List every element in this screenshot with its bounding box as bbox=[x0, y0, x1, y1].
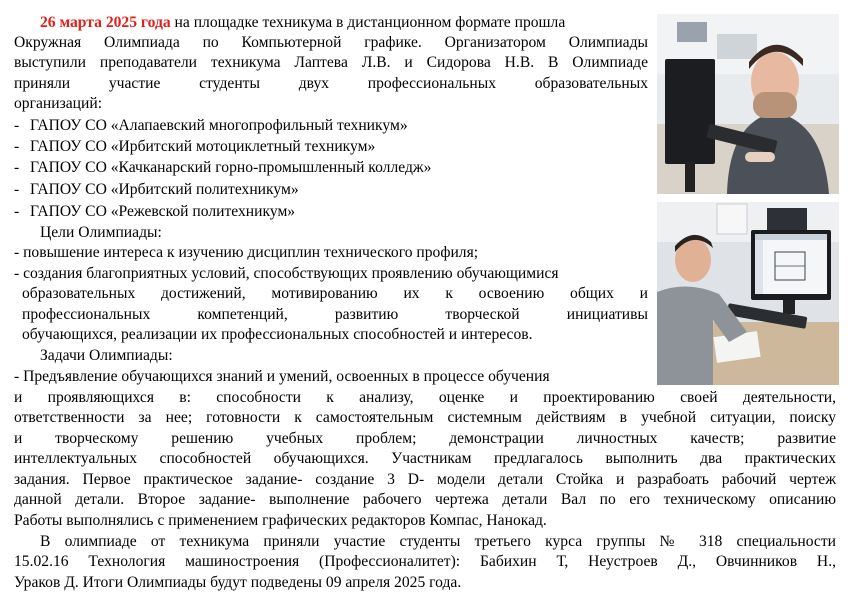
tasks-line-1: - Предъявление обучающихся знаний и умений, освоенных в процессе обучения bbox=[14, 368, 550, 385]
organization-item: - ГАПОУ СО «Алапаевский многопрофильный техникум» bbox=[14, 117, 408, 134]
organization-item: - ГАПОУ СО «Качканарский горно-промышленный колледж» bbox=[14, 159, 432, 176]
tasks-line-2: и проявляющихся в: способности к анализу, оценке и проектированию своей деятельности, bbox=[14, 389, 836, 406]
tasks-line-7: данной детали. Второе задание- выполнение рабочего чертежа детали Вал по его техническому описанию bbox=[14, 491, 836, 508]
goals-heading: Цели Олимпиады: bbox=[40, 224, 162, 241]
photo-student-cad-work-illustration bbox=[657, 202, 839, 385]
intro-line-3: выступили преподаватели техникума Лаптева Л.В. и Сидорова Н.В. В Олимпиаде bbox=[14, 54, 648, 71]
goal-item-2-line-2: образовательных достижений, мотивированию их к освоению общих и bbox=[22, 285, 648, 302]
photo-student-at-computer bbox=[657, 14, 839, 194]
goal-item-2-line-1: - создания благоприятных условий, способствующих проявлению обучающимися bbox=[14, 265, 559, 282]
tasks-line-8: Работы выполнялись с применением графических редакторов Компас, Нанокад. bbox=[14, 512, 547, 529]
results-line-3: Ураков Д. Итоги Олимпиады будут подведены 09 апреля 2025 года. bbox=[14, 574, 462, 591]
tasks-line-4: и творческому решению учебных проблем; демонстрации личностных качеств; развитие bbox=[14, 430, 836, 447]
organization-item: - ГАПОУ СО «Ирбитский мотоциклетный техникум» bbox=[14, 138, 376, 155]
intro-line-5: организаций: bbox=[14, 95, 103, 112]
goal-item-1: - повышение интереса к изучению дисциплин технического профиля; bbox=[14, 244, 479, 261]
tasks-heading: Задачи Олимпиады: bbox=[40, 347, 173, 364]
organization-item: - ГАПОУ СО «Режевской политехникум» bbox=[14, 203, 296, 220]
goal-item-2-line-4: обучающихся, реализации их профессиональных способностей и интересов. bbox=[22, 326, 533, 343]
results-line-2: 15.02.16 Технология машиностроения (Профессионалитет): Бабихин Т, Неустроев Д., Овчинников Н., bbox=[14, 553, 836, 570]
tasks-line-5: интеллектуальных способностей обучающихся. Участникам предлагалось выполнить два практических bbox=[14, 450, 836, 467]
event-date: 26 марта 2025 года bbox=[40, 14, 171, 31]
intro-line-4: приняли участие студенты двух профессиональных образовательных bbox=[14, 75, 648, 92]
intro-line-1 bbox=[40, 13, 565, 33]
intro-line-1-text: на площадке техникума в дистанционном формате прошла bbox=[170, 14, 566, 31]
results-line-1: В олимпиаде от техникума приняли участие студенты третьего курса группы № 318 специальности bbox=[40, 533, 836, 550]
tasks-line-3: ответственности за нее; готовности к самостоятельным системным действиям в учебной ситуации, поиску bbox=[14, 409, 836, 426]
organization-item: - ГАПОУ СО «Ирбитский политехникум» bbox=[14, 181, 299, 198]
tasks-line-6: задания. Первое практическое задание- создание 3 D- модели детали Стойка и разрабоать рабочий чертеж bbox=[14, 471, 836, 488]
goal-item-2-line-3: профессиональных компетенций, развитию творческой инициативы bbox=[22, 306, 648, 323]
intro-line-2: Окружная Олимпиада по Компьютерной графике. Организатором Олимпиады bbox=[14, 34, 648, 51]
photo-student-at-computer-illustration bbox=[657, 14, 839, 194]
photo-student-cad-work bbox=[657, 202, 839, 385]
